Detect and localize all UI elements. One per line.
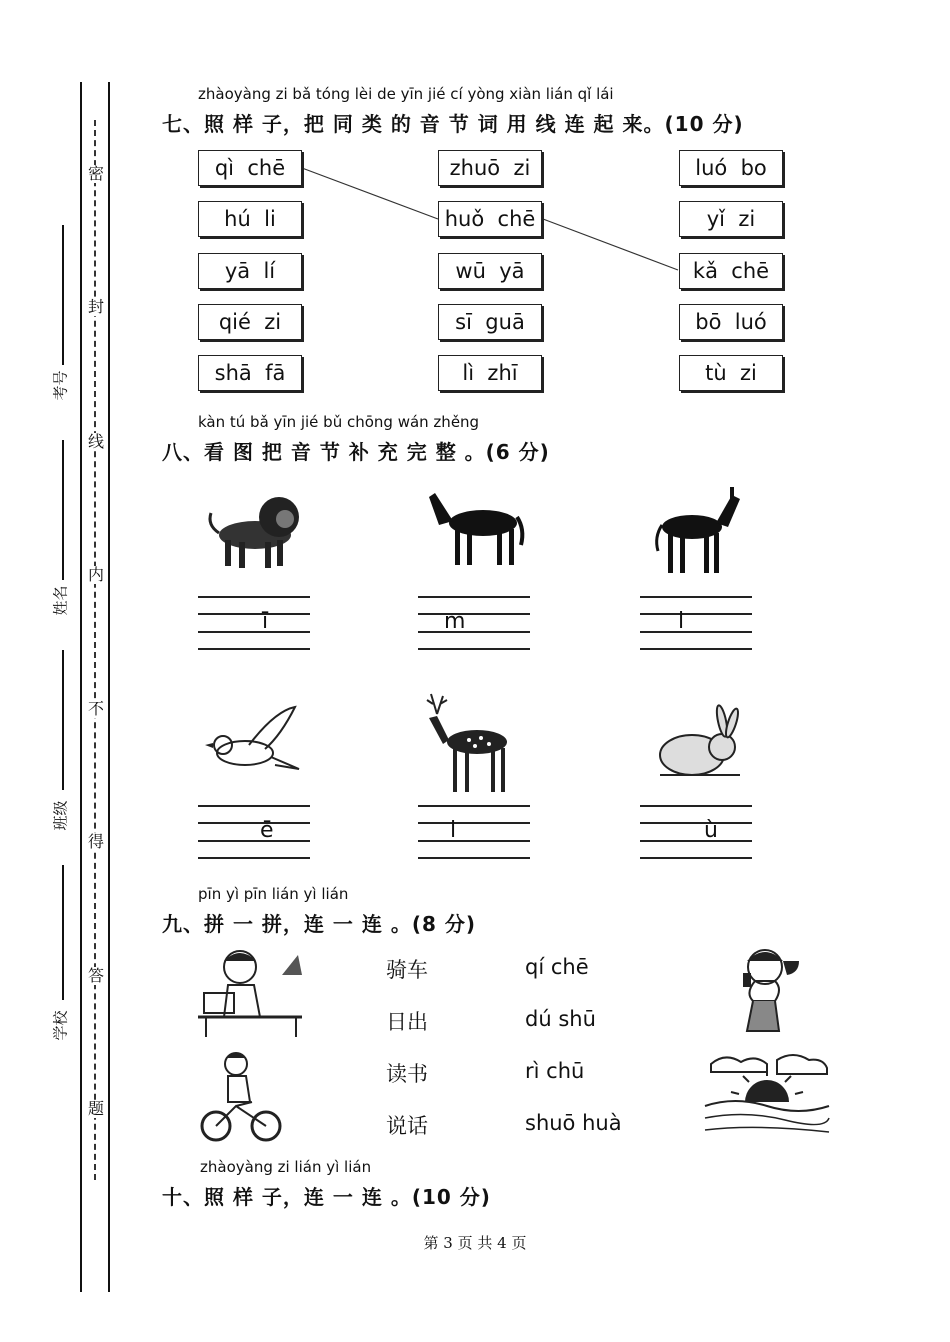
pinyin-word[interactable]: dú shū xyxy=(525,1007,596,1031)
phone-girl-icon xyxy=(725,945,815,1040)
syllable-box[interactable]: wū yā xyxy=(438,253,542,289)
syllable-box[interactable]: sī guā xyxy=(438,304,542,340)
class-label: 班级 xyxy=(51,800,70,831)
seal-char: 密 xyxy=(88,164,105,183)
four-line-grid[interactable] xyxy=(418,596,530,650)
sunrise-icon xyxy=(705,1050,830,1135)
chinese-word[interactable]: 读书 xyxy=(386,1062,428,1086)
grid-line xyxy=(198,840,310,842)
exam-number-label: 考号 xyxy=(51,370,70,401)
grid-line xyxy=(418,857,530,859)
name-label: 姓名 xyxy=(51,585,70,616)
four-line-grid[interactable] xyxy=(418,805,530,859)
pinyin-word[interactable]: rì chū xyxy=(525,1059,585,1083)
syllable-hint: l xyxy=(450,818,457,843)
syllable-hint: m xyxy=(444,609,466,634)
grid-line xyxy=(640,822,752,824)
grid-line xyxy=(640,648,752,650)
chinese-word[interactable]: 日出 xyxy=(386,1010,428,1034)
rabbit-icon xyxy=(650,705,750,785)
syllable-box[interactable]: shā fā xyxy=(198,355,302,391)
syllable-box[interactable]: kǎ chē xyxy=(679,253,783,289)
page-footer: 第 3 页 共 4 页 xyxy=(423,1234,527,1252)
syllable-box[interactable]: zhuō zi xyxy=(438,150,542,186)
grid-line xyxy=(640,596,752,598)
seal-char: 封 xyxy=(88,297,105,316)
section8-heading: 八、看 图 把 音 节 补 充 完 整 。(6 分) xyxy=(162,440,550,464)
section10-pinyin: zhàoyàng zi lián yì lián xyxy=(200,1158,372,1176)
syllable-hint: ī xyxy=(262,609,269,634)
grid-line xyxy=(640,613,752,615)
seal-char: 不 xyxy=(88,699,105,718)
grid-line xyxy=(418,648,530,650)
seal-char: 答 xyxy=(88,966,105,985)
grid-line xyxy=(198,631,310,633)
grid-line xyxy=(198,613,310,615)
connector-line xyxy=(543,219,678,270)
syllable-box[interactable]: bō luó xyxy=(679,304,783,340)
syllable-hint: l xyxy=(678,609,685,634)
grid-line xyxy=(198,857,310,859)
pinyin-word[interactable]: qí chē xyxy=(525,955,589,979)
connector-line xyxy=(302,168,438,219)
grid-line xyxy=(418,805,530,807)
chinese-word[interactable]: 说话 xyxy=(386,1114,428,1138)
grid-line xyxy=(198,822,310,824)
class-field[interactable] xyxy=(62,650,64,790)
syllable-box[interactable]: yā lí xyxy=(198,253,302,289)
seal-char: 得 xyxy=(88,832,105,851)
name-field[interactable] xyxy=(62,440,64,580)
section9-heading: 九、拼 一 拼，连 一 连 。(8 分) xyxy=(162,912,476,936)
section10-heading: 十、照 样 子，连 一 连 。(10 分) xyxy=(162,1185,491,1209)
horse-icon xyxy=(425,485,525,575)
grid-line xyxy=(640,840,752,842)
syllable-box[interactable]: luó bo xyxy=(679,150,783,186)
syllable-box[interactable]: qié zi xyxy=(198,304,302,340)
grid-line xyxy=(418,822,530,824)
four-line-grid[interactable] xyxy=(640,805,752,859)
syllable-box[interactable]: hú li xyxy=(198,201,302,237)
grid-line xyxy=(640,805,752,807)
chinese-word[interactable]: 骑车 xyxy=(386,958,428,982)
deer-icon xyxy=(425,690,525,800)
section7-heading: 七、照 样 子，把 同 类 的 音 节 词 用 线 连 起 来。(10 分) xyxy=(162,112,744,136)
seal-char: 题 xyxy=(88,1099,105,1118)
section8-pinyin: kàn tú bǎ yīn jié bǔ chōng wán zhěng xyxy=(198,413,480,431)
grid-line xyxy=(640,631,752,633)
seal-char: 线 xyxy=(88,432,105,451)
grid-line xyxy=(640,857,752,859)
donkey-icon xyxy=(650,485,750,580)
seal-char: 内 xyxy=(88,565,105,584)
grid-line xyxy=(418,596,530,598)
grid-line xyxy=(198,805,310,807)
syllable-box[interactable]: lì zhī xyxy=(438,355,542,391)
grid-line xyxy=(198,648,310,650)
section7-pinyin: zhàoyàng zi bǎ tóng lèi de yīn jié cí yòng xiàn lián qǐ lái xyxy=(198,85,614,103)
syllable-box[interactable]: huǒ chē xyxy=(438,201,542,237)
syllable-box[interactable]: tù zi xyxy=(679,355,783,391)
cycling-boy-icon xyxy=(198,1050,288,1145)
syllable-hint: ē xyxy=(260,818,274,843)
pigeon-icon xyxy=(205,705,305,785)
four-line-grid[interactable] xyxy=(198,596,310,650)
grid-line xyxy=(418,613,530,615)
syllable-box[interactable]: qì chē xyxy=(198,150,302,186)
syllable-hint: ù xyxy=(704,818,718,843)
pinyin-word[interactable]: shuō huà xyxy=(525,1111,622,1135)
school-label: 学校 xyxy=(51,1010,70,1041)
school-field[interactable] xyxy=(62,865,64,1000)
syllable-box[interactable]: yǐ zi xyxy=(679,201,783,237)
grid-line xyxy=(198,596,310,598)
grid-line xyxy=(418,631,530,633)
grid-line xyxy=(418,840,530,842)
four-line-grid[interactable] xyxy=(198,805,310,859)
reading-boy-icon xyxy=(198,945,308,1040)
four-line-grid[interactable] xyxy=(640,596,752,650)
section9-pinyin: pīn yì pīn lián yì lián xyxy=(198,885,349,903)
lion-icon xyxy=(205,485,305,575)
